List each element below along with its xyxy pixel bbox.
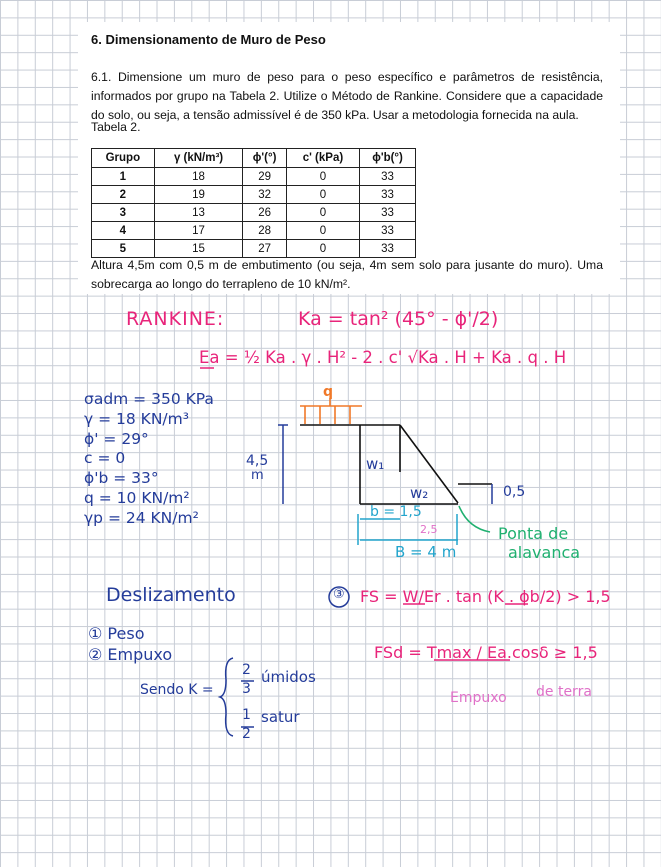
k1-text: úmidos (261, 668, 316, 686)
table-cell: 4 (92, 222, 155, 240)
k2-text: satur (261, 708, 300, 726)
w2-label: w₂ (410, 484, 429, 502)
table-cell: 1 (92, 168, 155, 186)
table-cell: 33 (360, 204, 416, 222)
table-caption: Tabela 2. (91, 120, 141, 134)
height-unit: m (251, 468, 264, 483)
ponta-label: Ponta de (498, 524, 569, 543)
table-cell: 32 (243, 186, 286, 204)
k2-numerator: 1 (242, 707, 251, 723)
sendo-k-label: Sendo K = (140, 682, 214, 698)
item-thrust: ② Empuxo (88, 645, 173, 664)
table-header: Grupo (92, 149, 155, 168)
table-cell: 33 (360, 186, 416, 204)
b2-label: 2,5 (420, 523, 438, 536)
section-title: 6. Dimensionamento de Muro de Peso (91, 32, 326, 47)
table-cell: 27 (243, 240, 286, 258)
table-cell: 3 (92, 204, 155, 222)
table-cell: 5 (92, 240, 155, 258)
w1-label: w₁ (366, 455, 385, 473)
wall-outline (300, 425, 492, 504)
embed-label: 0,5 (503, 484, 526, 500)
item3-number: ③ (333, 587, 345, 602)
param-line: q = 10 KN/m² (84, 489, 190, 507)
ea-formula: Ea = ½ Ka . γ . H² - 2 . c' √Ka . H + Ka . q . H (199, 348, 567, 367)
param-line: ϕ'b = 33° (84, 469, 159, 487)
height-dimension (278, 425, 288, 504)
surcharge-label: q (323, 384, 334, 400)
table-cell: 33 (360, 222, 416, 240)
table-cell: 18 (154, 168, 243, 186)
k1-numerator: 2 (242, 662, 251, 678)
base-width-label: B = 4 m (395, 543, 457, 561)
table-cell: 15 (154, 240, 243, 258)
item-weight: ① Peso (88, 624, 145, 643)
table-cell: 0 (286, 240, 359, 258)
alavanca-label: alavanca (508, 543, 581, 562)
sliding-heading: Deslizamento (106, 584, 236, 606)
table-cell: 0 (286, 186, 359, 204)
param-line: ϕ' = 29° (84, 430, 149, 448)
table-cell: 0 (286, 204, 359, 222)
table-cell: 19 (154, 186, 243, 204)
param-line: σadm = 350 KPa (84, 390, 214, 408)
empuxo-label: Empuxo (450, 690, 507, 706)
table-cell: 0 (286, 168, 359, 186)
de-terra-label: de terra (536, 684, 592, 700)
surcharge-arrows (300, 398, 362, 424)
ka-formula: Ka = tan² (45° - ϕ'/2) (298, 308, 499, 330)
height-label: 4,5 (246, 453, 269, 469)
table-cell: 29 (243, 168, 286, 186)
rankine-heading: RANKINE: (126, 308, 225, 330)
param-line: γp = 24 KN/m² (84, 509, 199, 527)
table-header: c' (kPa) (286, 149, 359, 168)
table-cell: 17 (154, 222, 243, 240)
table-cell: 2 (92, 186, 155, 204)
fs-formula: FS = W/Er . tan (K . ϕb/2) > 1,5 (360, 587, 611, 606)
table-header: ϕ'b(°) (360, 149, 416, 168)
wall-description: Altura 4,5m com 0,5 m de embutimento (ou seja, 4m sem solo para jusante do muro). Uma sobrecarga ao longo do terrapleno de 10 kN/m². (91, 258, 603, 291)
table-header: γ (kN/m³) (154, 149, 243, 168)
param-line: γ = 18 KN/m³ (84, 410, 189, 428)
param-line: c = 0 (84, 449, 126, 467)
table-header: ϕ'(°) (243, 149, 286, 168)
table-cell: 33 (360, 168, 416, 186)
k2-denominator: 2 (242, 726, 251, 742)
table-cell: 33 (360, 240, 416, 258)
toe-arrow (459, 506, 490, 532)
table-cell: 0 (286, 222, 359, 240)
fs-fraction-bars (200, 368, 528, 660)
b-label: b = 1,5 (370, 504, 422, 520)
table-cell: 26 (243, 204, 286, 222)
table-cell: 28 (243, 222, 286, 240)
problem-statement: 6.1. Dimensione um muro de peso para o peso específico e parâmetros de resistência, informados por grupo na Tabela 2. Utilize o Método de Rankine. Considere que a capacidade do solo, ou seja, a tensão admissível é de 350 kPa. Usar a metodologia fornecida na aula. (91, 70, 603, 122)
table-cell: 13 (154, 204, 243, 222)
k1-denominator: 3 (242, 681, 251, 697)
fsd-formula: FSd = Tmax / Ea.cosδ ≥ 1,5 (374, 643, 598, 662)
